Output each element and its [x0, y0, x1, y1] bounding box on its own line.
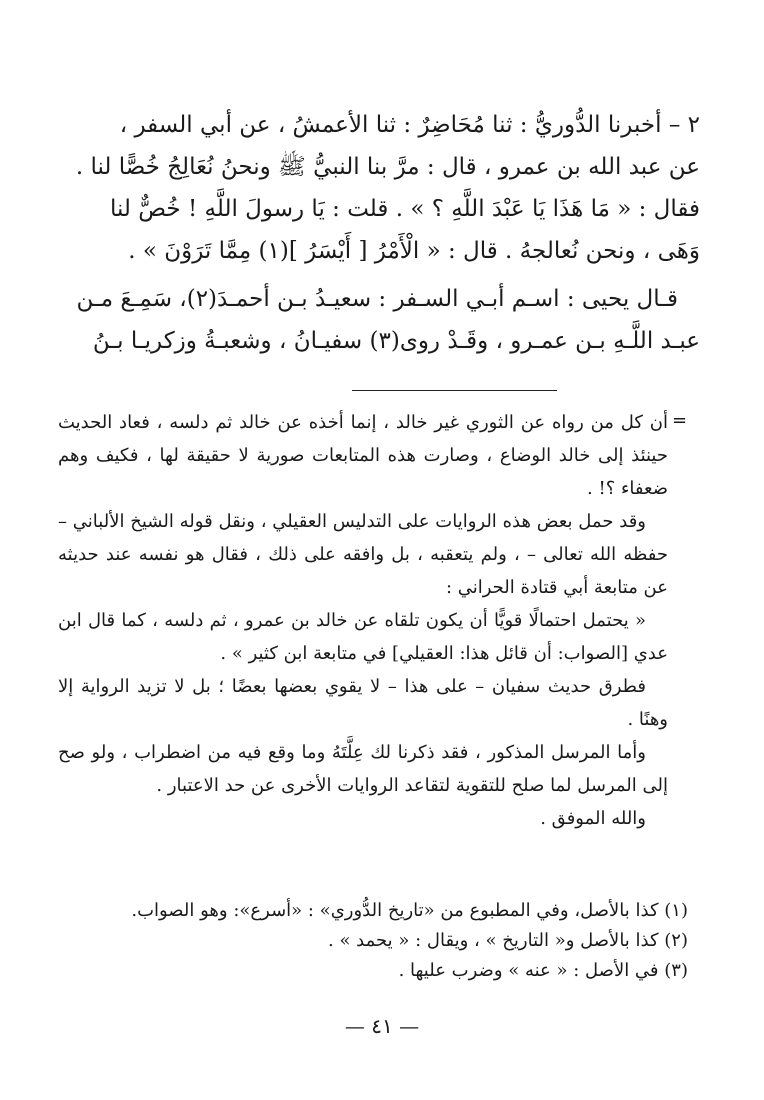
- main-line: وَهَى ، ونحن نُعالجهُ . قال : « الْأَمْرُ [ أَيْسَرُ ](١) مِمَّا تَرَوْنَ » .: [128, 238, 700, 264]
- main-line: عن عبد الله بن عمرو ، قال : مرَّ بنا النبيُّ ﷺ ونحنُ نُعَالِجُ خُصًّا لنا .: [75, 154, 700, 180]
- note-paragraph: وأما المرسل المذكور ، فقد ذكرنا لك عِلَّتَهُ وما وقع فيه من اضطراب ، ولو صح إلى المرسل لما صلح للتقوية لتقاعد الروايات الأخرى عن حد الاعتبار .: [58, 742, 668, 796]
- continuation-mark: =: [672, 410, 688, 431]
- footnote-1: (١) كذا بالأصل، وفي المطبوع من «تاريخ الدُّوري» : «أسرع»: وهو الصواب.: [131, 900, 688, 921]
- page-number: — ٤١ —: [344, 1014, 420, 1038]
- main-line: فقال : « مَا هَذَا يَا عَبْدَ اللَّهِ ؟ » . قلت : يَا رسولَ اللَّهِ ! خُصٌّ لنا: [109, 196, 700, 222]
- main-line: قـال يحيى : اسـم أبـي السـفر : سعيـدُ بـن أحمـدَ(٢)، سَمِـعَ مـن: [76, 286, 678, 312]
- main-line: عبـد اللَّـهِ بـن عمـرو ، وقَـدْ روى(٣) سفيـانُ ، وشعبـةُ وزكريـا بـنُ: [92, 328, 700, 354]
- note-paragraph: أن كل من رواه عن الثوري غير خالد ، إنما أخذه عن خالد ثم دلسه ، فعاد الحديث حينئذ إلى خالد الوضاع ، وصارت هذه المتابعات صورية لا حقيقة لها ، فكيف وهم ضعفاء ؟! .: [58, 412, 668, 499]
- note-paragraph: وقد حمل بعض هذه الروايات على التدليس العقيلي ، ونقل قوله الشيخ الألباني – حفظه الله تعالى – ، ولم يتعقبه ، بل وافقه على ذلك ، فقال هو نفسه عند حديثه عن متابعة أبي قتادة الحراني :: [58, 511, 668, 598]
- note-paragraph: فطرق حديث سفيان – على هذا – لا يقوي بعضها بعضًا ؛ بل لا تزيد الرواية إلا وهنًا .: [58, 676, 668, 730]
- footnote-list: [58, 896, 688, 986]
- note-paragraph: والله الموفق .: [540, 808, 646, 829]
- main-line: ٢ – أخبرنا الدُّوريُّ : ثنا مُحَاضِرٌ : ثنا الأعمشُ ، عن أبي السفر ،: [119, 112, 700, 138]
- main-text: [58, 104, 700, 362]
- footnote-2: (٢) كذا بالأصل و« التاريخ » ، ويقال : « يحمد » .: [328, 930, 688, 951]
- footnote-separator: [352, 390, 557, 391]
- commentary-notes: [58, 406, 668, 835]
- note-paragraph: « يحتمل احتمالًا قويًّا أن يكون تلقاه عن خالد بن عمرو ، ثم دلسه ، كما قال ابن عدي [الصواب: أن قائل هذا: العقيلي] في متابعة ابن كثير » .: [58, 610, 668, 664]
- footnote-3: (٣) في الأصل : « عنه » وضرب عليها .: [398, 960, 688, 981]
